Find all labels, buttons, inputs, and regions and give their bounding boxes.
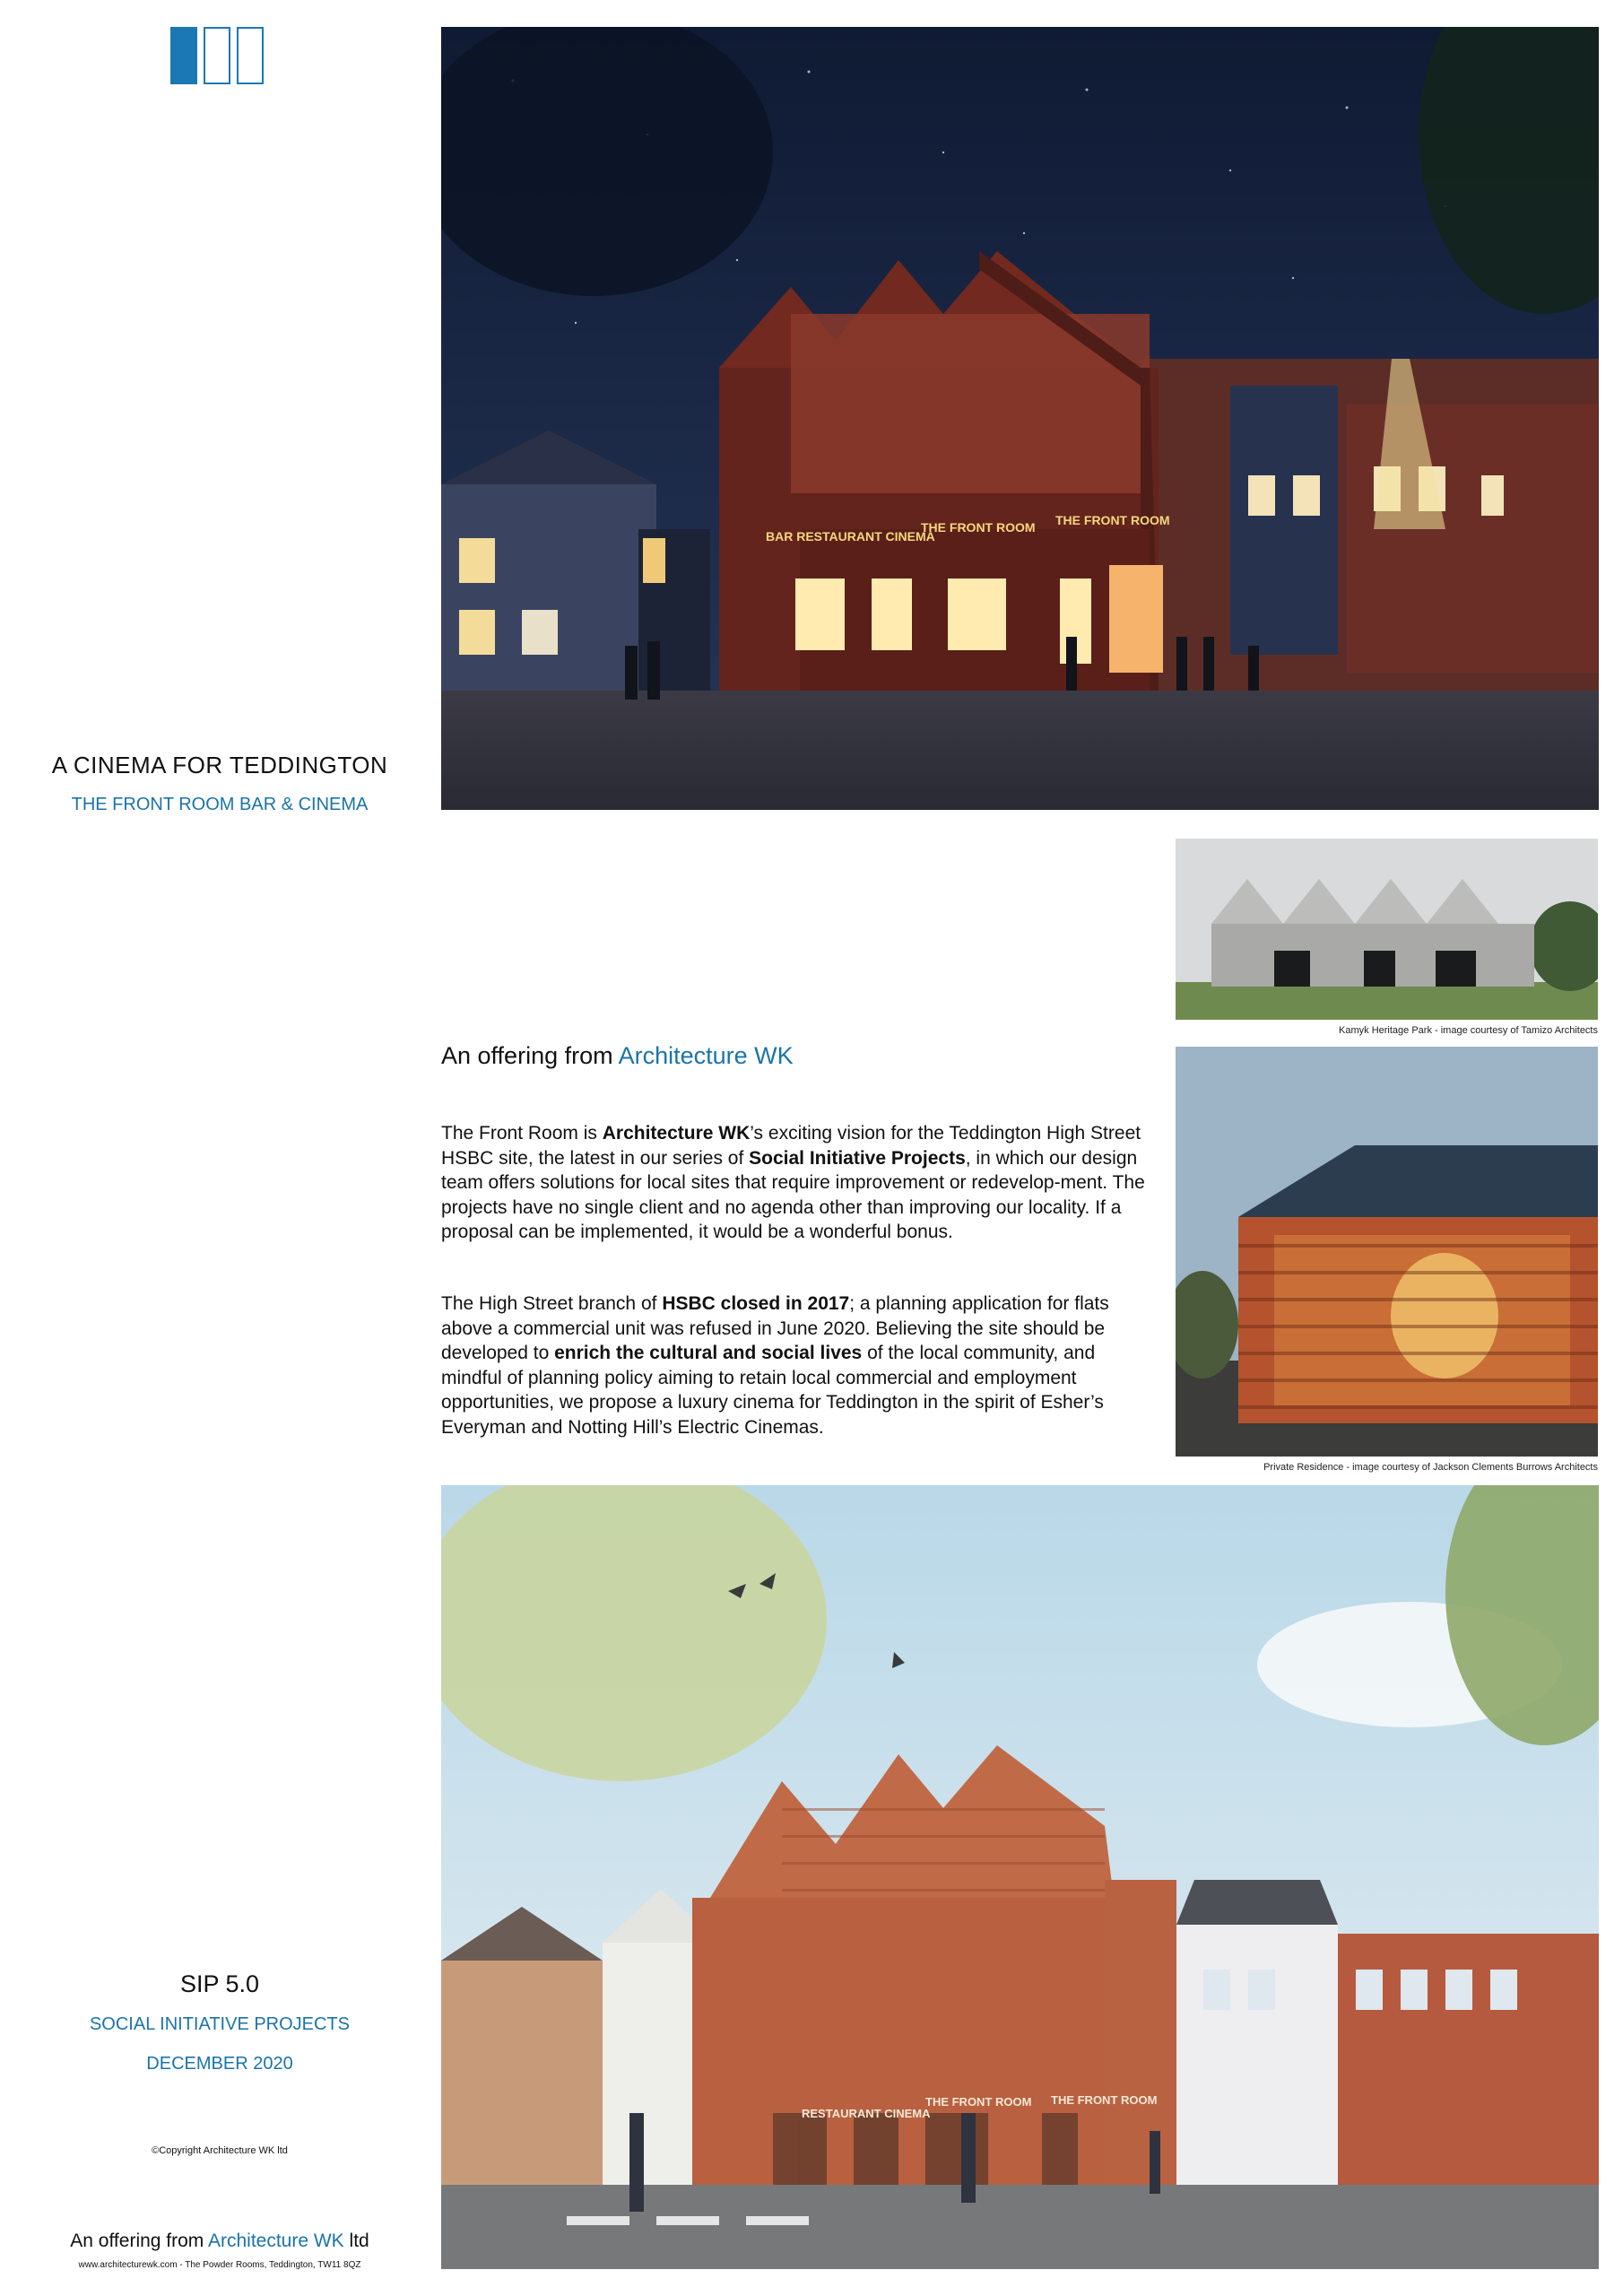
page-title: A CINEMA FOR TEDDINGTON (51, 752, 388, 778)
intro-heading (441, 1042, 794, 1070)
precedent-image-private-residence (1176, 1047, 1598, 1457)
series-name: SOCIAL INITIATIVE PROJECTS (89, 2014, 351, 2034)
intro-heading-firm: Architecture WK (618, 1042, 794, 1069)
precedent-caption-kamyk: Kamyk Heritage Park - image courtesy of Tamizo Architects (1339, 1025, 1598, 1036)
day-signage-3: THE FRONT ROOM (1051, 2093, 1158, 2107)
intro-paragraph-1: The Front Room is Architecture WK’s exciting vision for the Teddington High Street HSBC site, the latest in our series of Social Initiative Projects, in which our design team offers solutions for local sites that require improvement or redevelop-ment. The projects have no single client and no agenda other than improving our locality. If a proposal can be implemented, it would be a wonderful bonus. (441, 1123, 1145, 1242)
intro-paragraph-2: The High Street branch of HSBC closed in 2017; a planning application for flats above a commercial unit was refused in June 2020. Believing the site should be developed to enrich the cultural and social lives of the local community, and mindful of planning policy aiming to retain local commercial and employment opportunities, we propose a luxury cinema for Teddington in the spirit of Esher’s Everyman and Notting Hill’s Electric Cinemas. (441, 1293, 1109, 1438)
day-rendering-image (441, 1485, 1599, 2269)
day-signage-1: RESTAURANT CINEMA (802, 2107, 931, 2120)
night-signage-2: THE FRONT ROOM (921, 520, 1036, 535)
logo-bar-outline (237, 27, 264, 84)
footer-address: www.architecturewk.com - The Powder Rooms, Teddington, TW11 8QZ (78, 2260, 361, 2270)
night-signage-3: THE FRONT ROOM (1055, 513, 1170, 527)
night-rendering-image (441, 27, 1599, 810)
logo-bar-outline (204, 27, 230, 84)
intro-heading-prefix: An offering from (441, 1042, 619, 1069)
logo-bar-solid (170, 27, 197, 84)
night-signage-1: BAR RESTAURANT CINEMA (766, 529, 935, 544)
copyright-notice: ©Copyright Architecture WK ltd (152, 2145, 288, 2156)
series-code: SIP 5.0 (179, 1970, 260, 1997)
precedent-caption-private-residence: Private Residence - image courtesy of Jackson Clements Burrows Architects (1263, 1462, 1598, 1473)
precedent-image-kamyk (1176, 839, 1598, 1020)
day-signage-2: THE FRONT ROOM (925, 2095, 1032, 2109)
page-subtitle: THE FRONT ROOM BAR & CINEMA (71, 795, 369, 814)
publication-date: DECEMBER 2020 (146, 2054, 293, 2074)
footer-offering: An offering from Architecture WK ltd (70, 2231, 369, 2251)
